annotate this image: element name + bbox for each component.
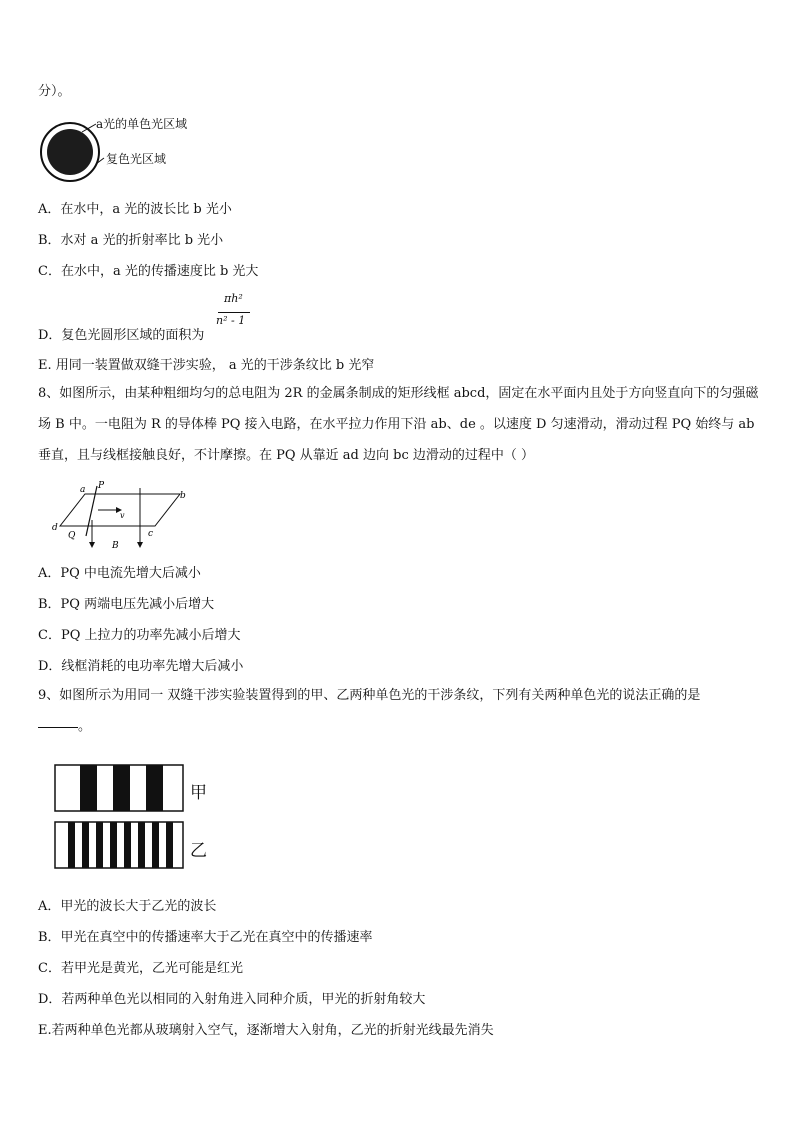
fraction-denominator: n² - 1 bbox=[216, 314, 246, 327]
field-arrowhead-1 bbox=[89, 542, 95, 548]
q8-stem: 8、如图所示，由某种粗细均匀的总电阻为 2R 的金属条制成的矩形线框 abcd，固定在水平面内且处于方向竖直向下的匀强磁场 B 中。一电阻为 R 的导体棒 PQ 接入电路，在水平拉力作用下沿 ab、de 。以速度 D 匀速滑动，滑动过程 PQ 始终与 ab 垂直，且与线框接触良好，不计摩擦。在 PQ 从靠近 ad 边向 bc 边滑动的过程中（ ） bbox=[38, 386, 759, 463]
fringe-jia-dark-2 bbox=[113, 765, 130, 811]
intro-tail: 分）。 bbox=[38, 84, 71, 99]
q9-option-e: E.若两种单色光都从玻璃射入空气，逐渐增大入射角，乙光的折射光线最先消失 bbox=[38, 1023, 494, 1038]
fringe-yi-dark-7 bbox=[152, 822, 159, 868]
fringe-yi-dark-8 bbox=[166, 822, 173, 868]
q7-option-c: C．在水中，a 光的传播速度比 b 光大 bbox=[38, 264, 259, 279]
vertex-d: d bbox=[52, 523, 58, 533]
q8-option-d: D．线框消耗的电功率先增大后减小 bbox=[38, 659, 244, 674]
label-yi: 乙 bbox=[190, 841, 207, 861]
q8-option-c: C．PQ 上拉力的功率先减小后增大 bbox=[38, 628, 241, 643]
answer-blank bbox=[38, 726, 78, 728]
fringe-yi-dark-2 bbox=[82, 822, 89, 868]
q8-option-a: A．PQ 中电流先增大后减小 bbox=[38, 566, 201, 581]
q7-option-b: B．水对 a 光的折射率比 b 光小 bbox=[38, 233, 224, 248]
q8-option-b: B．PQ 两端电压先减小后增大 bbox=[38, 597, 215, 612]
fringe-yi-dark-6 bbox=[138, 822, 145, 868]
label-q: Q bbox=[68, 531, 76, 541]
label-jia: 甲 bbox=[190, 783, 207, 803]
vertex-a: a bbox=[80, 485, 86, 495]
q9-stem bbox=[38, 680, 760, 742]
q9-option-c: C．若甲光是黄光，乙光可能是红光 bbox=[38, 961, 243, 976]
area-fraction bbox=[216, 292, 256, 336]
fringe-figure bbox=[54, 764, 184, 870]
label-a-region: a光的单色光区域 bbox=[96, 117, 188, 131]
inner-disk bbox=[47, 129, 93, 175]
fringe-yi-dark-3 bbox=[96, 822, 103, 868]
q9-option-b: B．甲光在真空中的传播速率大于乙光在真空中的传播速率 bbox=[38, 930, 373, 945]
fraction-numerator: πh² bbox=[224, 292, 243, 305]
q7-option-d: D．复色光圆形区域的面积为 bbox=[38, 328, 205, 343]
vertex-c: c bbox=[148, 529, 154, 539]
vertex-b: b bbox=[180, 491, 186, 501]
label-v: v bbox=[120, 511, 125, 520]
q9-stem-text: 9、如图所示为用同一 双缝干涉实验装置得到的甲、乙两种单色光的干涉条纹，下列有关两种单色光的说法正确的是 bbox=[38, 688, 701, 703]
fringe-jia-dark-3 bbox=[146, 765, 163, 811]
label-p: P bbox=[98, 481, 105, 491]
q9-option-a: A．甲光的波长大于乙光的波长 bbox=[38, 899, 217, 914]
q9-option-d: D．若两种单色光以相同的入射角进入同种介质，甲光的折射角较大 bbox=[38, 992, 426, 1007]
frame-rod-figure bbox=[40, 478, 200, 550]
label-mixed-region: 复色光区域 bbox=[106, 152, 167, 166]
fringe-yi-dark-1 bbox=[68, 822, 75, 868]
fringe-yi-dark-5 bbox=[124, 822, 131, 868]
q7-option-e: E. 用同一装置做双缝干涉实验， a 光的干涉条纹比 b 光窄 bbox=[38, 358, 375, 373]
field-arrowhead-2 bbox=[137, 542, 143, 548]
fringe-yi-dark-4 bbox=[110, 822, 117, 868]
fraction-bar bbox=[218, 312, 250, 313]
fringe-jia-dark-1 bbox=[80, 765, 97, 811]
q7-option-a: A．在水中，a 光的波长比 b 光小 bbox=[38, 202, 232, 217]
label-b-field: B bbox=[112, 541, 119, 550]
q9-stem-end: 。 bbox=[78, 719, 92, 734]
